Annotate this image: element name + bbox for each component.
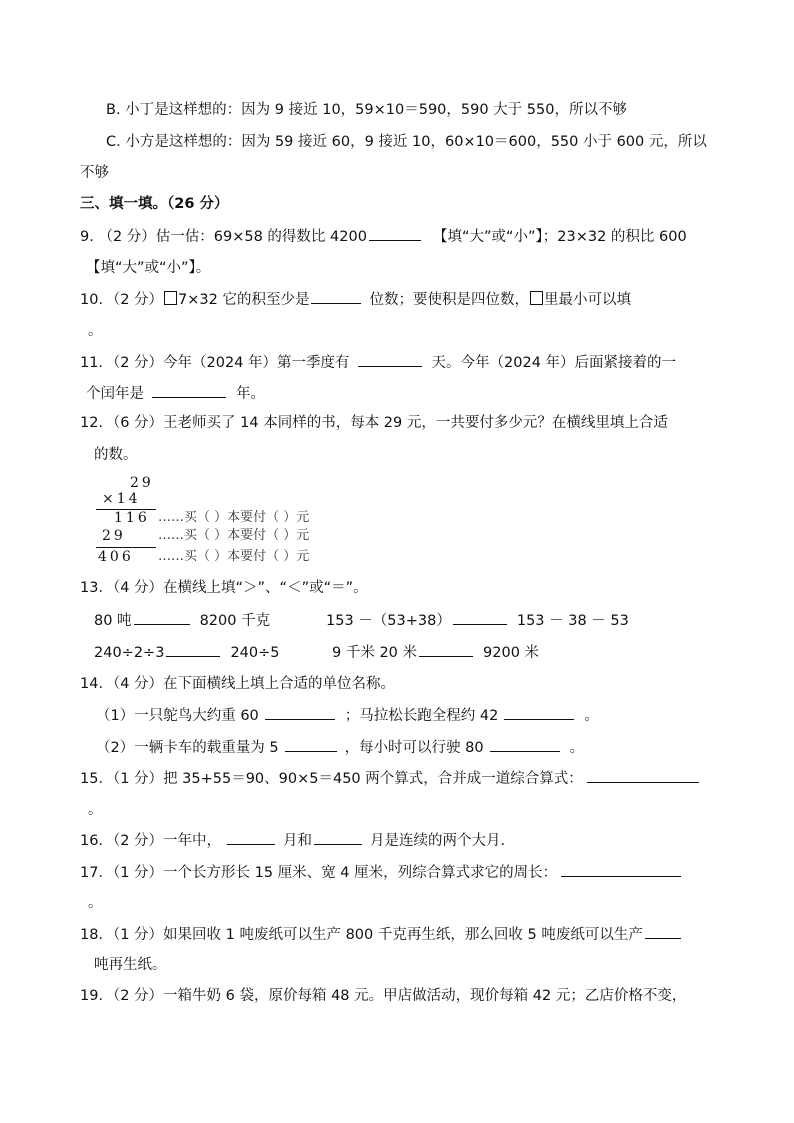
- q13-r2-right: 240÷5: [230, 645, 280, 661]
- question-13: 13．（4 分）在横线上填“＞”、“＜”或“＝”。: [80, 580, 368, 596]
- q18-text: 18．（1 分）如果回收 1 吨废纸可以生产 800 千克再生纸，那么回收 5 吨废纸可以生产: [80, 927, 643, 943]
- q13-row-1a: [94, 610, 270, 631]
- q14-2-text: （2）一辆卡车的载重量为 5: [96, 740, 279, 756]
- q9-text: 9. （2 分）估一估：69×58 的得数比 4200: [80, 229, 367, 245]
- question-10-line2: 。: [88, 323, 103, 339]
- q15-text: 15．（1 分）把 35+55＝90、90×5＝450 两个算式，合并成一道综合算式：: [80, 771, 583, 787]
- question-12-line1: 12．（6 分）王老师买了 14 本同样的书，每本 29 元，一共要付多少元？在横线里填上合适: [80, 415, 668, 431]
- q14-part-2: [96, 737, 584, 758]
- q16-text-2: 月和: [283, 833, 313, 849]
- q16-text: 16．（2 分）一年中，: [80, 833, 222, 849]
- question-18-line2: 吨再生纸。: [94, 957, 167, 973]
- question-12-line2: 的数。: [94, 447, 138, 463]
- q14-blank-2[interactable]: [504, 705, 574, 720]
- q13-r1-left-2: 153 －（53+38）: [326, 613, 451, 629]
- q13-blank-4[interactable]: [419, 642, 473, 657]
- q10-box-icon: [164, 291, 177, 305]
- q13-r2-right-2: 9200 米: [483, 645, 540, 661]
- q16-text-3: 月是连续的两个大月.: [370, 833, 506, 849]
- question-16: [80, 830, 505, 851]
- q13-r1-left: 80 吨: [94, 613, 132, 629]
- q13-row-2b: [332, 642, 539, 663]
- question-14: 14．（4 分）在下面横线上填上合适的单位名称。: [80, 676, 396, 692]
- calc-multiplicand: 29: [130, 475, 154, 491]
- q13-r2-left-2: 9 千米 20 米: [332, 645, 418, 661]
- q11-text-2: 天。今年（2024 年）后面紧接着的一: [431, 355, 677, 371]
- q10-text-2: 位数；要使积是四位数，: [369, 292, 529, 308]
- question-9-line1: [80, 226, 687, 247]
- calc-row-1: ……买（ ）本要付（ ）元: [158, 510, 310, 525]
- q14-blank-1[interactable]: [265, 705, 335, 720]
- q11-blank-1[interactable]: [358, 352, 422, 367]
- q13-blank-1[interactable]: [134, 610, 190, 625]
- question-19: 19．（2 分）一箱牛奶 6 袋，原价每箱 48 元。甲店做活动，现价每箱 42 元；乙店价格不变，: [80, 988, 687, 1004]
- q13-r1-right-2: 153 － 38 － 53: [516, 613, 629, 629]
- q11-blank-2[interactable]: [152, 383, 226, 398]
- q14-1-text-2: ；马拉松长跑全程约 42: [344, 708, 499, 724]
- q16-blank-2[interactable]: [314, 830, 362, 845]
- q18-blank[interactable]: [645, 924, 681, 939]
- question-17-line1: [80, 862, 683, 883]
- q11-text: 11．（2 分）今年（2024 年）第一季度有: [80, 355, 350, 371]
- q17-blank[interactable]: [561, 862, 681, 877]
- question-10-line1: [80, 289, 631, 310]
- q14-1-text: （1）一只鸵鸟大约重 60: [96, 708, 259, 724]
- question-15-line1: [80, 768, 701, 789]
- calc-row-3: ……买（ ）本要付（ ）元: [158, 549, 310, 564]
- calc-multiplier: ×14: [102, 491, 141, 507]
- option-b: B. 小丁是这样想的：因为 9 接近 10，59×10＝590，590 大于 550，所以不够: [106, 102, 627, 118]
- q13-blank-2[interactable]: [453, 610, 507, 625]
- q9-text-2: 【填“大”或“小”】；23×32 的积比 600: [432, 229, 687, 245]
- section-title: 三、填一填。（26 分）: [80, 196, 229, 212]
- question-11-line2: [86, 383, 265, 404]
- q13-r2-left: 240÷2÷3: [94, 645, 165, 661]
- q15-blank[interactable]: [587, 768, 699, 783]
- q14-2-text-2: ，每小时可以行驶 80: [344, 740, 484, 756]
- q13-blank-3[interactable]: [166, 642, 220, 657]
- question-18-line1: [80, 924, 683, 945]
- vertical-multiplication: [92, 474, 352, 570]
- q10-blank-1[interactable]: [311, 289, 361, 304]
- q16-blank-1[interactable]: [227, 830, 275, 845]
- option-c-line2: 不够: [80, 165, 109, 181]
- q9-blank-1[interactable]: [369, 226, 421, 241]
- q14-part-1: [96, 705, 599, 726]
- calc-partial-1: 116: [114, 510, 150, 526]
- q11-text-4: 年。: [236, 386, 265, 402]
- question-9-line2: 【填“大”或“小”】。: [86, 260, 211, 276]
- q14-blank-3[interactable]: [285, 737, 337, 752]
- calc-partial-2: 29: [102, 528, 126, 544]
- q13-row-2a: [94, 642, 280, 663]
- q10-box-icon-2: [530, 291, 543, 305]
- question-17-line2: 。: [88, 895, 103, 911]
- q14-blank-4[interactable]: [490, 737, 560, 752]
- q14-1-end: 。: [584, 708, 599, 724]
- calc-sum: 406: [98, 549, 134, 565]
- q10-text: 7×32 它的积至少是: [178, 292, 310, 308]
- q10-text-3: 里最小可以填: [543, 292, 631, 308]
- question-11-line1: [80, 352, 676, 373]
- q11-text-3: 个闰年是: [86, 386, 144, 402]
- option-c-line1: C. 小方是这样想的：因为 59 接近 60，9 接近 10，60×10＝600，550 小于 600 元，所以: [106, 134, 707, 150]
- q17-text: 17．（1 分）一个长方形长 15 厘米、宽 4 厘米，列综合算式求它的周长：: [80, 865, 558, 881]
- question-15-line2: 。: [88, 802, 103, 818]
- q13-row-1b: [326, 610, 629, 631]
- q13-r1-right: 8200 千克: [199, 613, 271, 629]
- q10-label: 10．（2 分）: [80, 292, 164, 308]
- q14-2-end: 。: [569, 740, 585, 756]
- calc-row-2: ……买（ ）本要付（ ）元: [158, 528, 310, 543]
